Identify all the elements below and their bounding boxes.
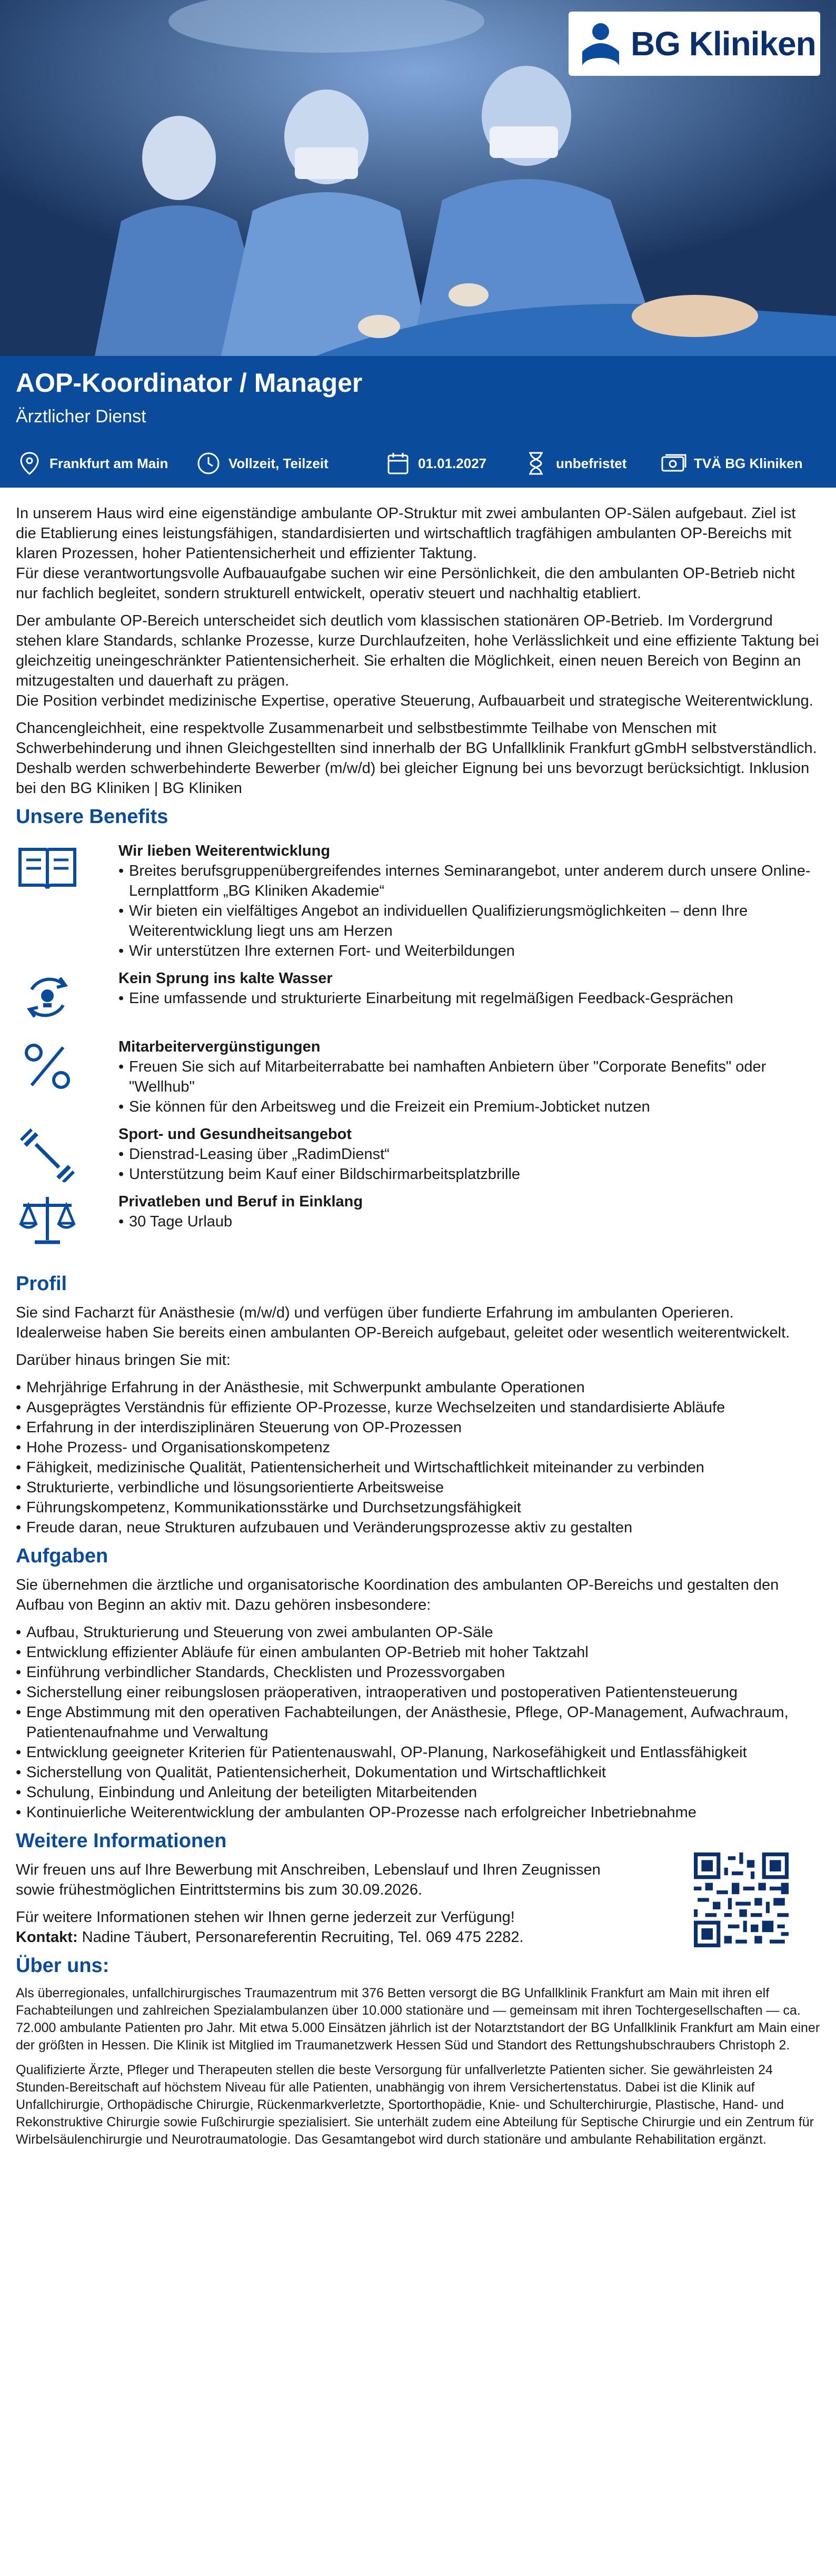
- location-pin-icon: [16, 450, 43, 477]
- scale-icon: [16, 1192, 118, 1250]
- list-item: • Aufbau, Strukturierung und Steuerung von zwei ambulanten OP-Säle: [16, 1622, 820, 1642]
- intro-paragraph: Für diese verantwortungsvolle Aufbauaufgabe suchen wir eine Persönlichkeit, die den ambulanten OP-Betrieb nicht nur fachlich begleitet, sondern strukturell entwickelt, operativ steuert und nachhaltig etabliert.: [16, 565, 795, 602]
- percent-icon: [16, 1037, 118, 1117]
- weitere-paragraph: Für weitere Informationen stehen wir Ihnen gerne jederzeit zur Verfügung!: [16, 1909, 515, 1926]
- fact-start-date: 01.01.2027: [384, 450, 522, 477]
- profil-lead: Darüber hinaus bringen Sie mit:: [16, 1352, 231, 1369]
- title-bar: [0, 356, 836, 488]
- benefit-bullet: • Freuen Sie sich auf Mitarbeiterrabatte bei namhaften Anbietern über "Corporate Benefits" oder "Wellhub": [118, 1057, 820, 1097]
- fact-location: Frankfurt am Main: [16, 450, 195, 477]
- benefit-item: [16, 968, 820, 1026]
- benefit-title: Sport- und Gesundheitsangebot: [118, 1126, 352, 1143]
- profil-heading: Profil: [16, 1273, 67, 1295]
- logo-figure-icon: [578, 21, 623, 66]
- weitere-heading: Weitere Informationen: [16, 1830, 227, 1852]
- list-item: • Einführung verbindlicher Standards, Checklisten und Prozessvorgaben: [16, 1662, 820, 1682]
- list-item: • Führungskompetenz, Kommunikationsstärke und Durchsetzungsfähigkeit: [16, 1498, 820, 1518]
- clock-icon: [195, 450, 222, 477]
- intro-paragraph: In unserem Haus wird eine eigenständige ambulante OP-Struktur mit zwei ambulanten OP-Sälen aufgebaut. Ziel ist die Etablierung eines leistungsfähigen, standardisierten und wirtschaftlich tragfähigen ambulanten OP-Bereichs mit klaren Prozessen, hoher Patientensicherheit und effizienter Taktung.: [16, 505, 796, 562]
- intro-paragraph: Der ambulante OP-Bereich unterscheidet sich deutlich vom klassischen stationären OP-Betrieb. Im Vordergrund stehen klare Standards, schlanke Prozesse, kurze Durchlaufzeiten, hohe Verlässlichkeit und eine effiziente Taktung bei gleichzeitig uneingeschränkter Patientensicherheit. Sie erhalten die Möglichkeit, einen neuen Bereich von Beginn an mitzugestalten und dauerhaft zu prägen.: [16, 612, 819, 689]
- fact-worktime: Vollzeit, Teilzeit: [195, 450, 384, 477]
- list-item: • Ausgeprägtes Verständnis für effiziente OP-Prozesse, kurze Wechselzeiten und standardisierte Abläufe: [16, 1398, 820, 1418]
- money-icon: [660, 450, 688, 477]
- profil-list: [16, 1378, 820, 1538]
- content: [0, 488, 836, 2148]
- benefit-bullet: • Wir unterstützen Ihre externen Fort- und Weiterbildungen: [118, 941, 820, 961]
- hero-image: [0, 0, 836, 356]
- list-item: • Enge Abstimmung mit den operativen Fachabteilungen, der Anästhesie, Pflege, OP-Management, Aufwachraum, Patientenaufnahme und Verwaltung: [16, 1702, 820, 1742]
- benefit-item: [16, 1124, 820, 1184]
- aufgaben-intro: Sie übernehmen die ärztliche und organisatorische Koordination des ambulanten OP-Bereichs und gestalten den Aufbau von Beginn an aktiv mit. Dazu gehören insbesondere:: [16, 1577, 779, 1613]
- benefit-title: Privatleben und Beruf in Einklang: [118, 1193, 363, 1210]
- calendar-icon: [384, 450, 412, 477]
- list-item: • Strukturierte, verbindliche und lösungsorientierte Arbeitsweise: [16, 1478, 820, 1498]
- benefit-bullet: • Breites berufsgruppenübergreifendes internes Seminarangebot, unter anderem durch unsere Online-Lernplattform „BG Kliniken Akademie“: [118, 861, 820, 901]
- aufgaben-list: [16, 1622, 820, 1822]
- list-item: • Schulung, Einbindung und Anleitung der beteiligten Mitarbeitenden: [16, 1782, 820, 1802]
- benefit-bullet: • Sie können für den Arbeitsweg und die Freizeit ein Premium-Jobticket nutzen: [118, 1097, 820, 1117]
- contact-label: Kontakt:: [16, 1929, 78, 1946]
- weitere-paragraph: Wir freuen uns auf Ihre Bewerbung mit Anschreiben, Lebenslauf und Ihren Zeugnissen sowie frühestmöglichen Eintrittstermins bis zum 30.09.2026.: [16, 1861, 601, 1898]
- benefit-bullet: • Wir bieten ein vielfältiges Angebot an individuellen Qualifizierungsmöglichkeiten – denn Ihre Weiterentwicklung liegt uns am Herzen: [118, 901, 820, 941]
- profil-intro: Sie sind Facharzt für Anästhesie (m/w/d) und verfügen über fundierte Erfahrung im ambulanten Operieren. Idealerweise haben Sie bereits einen ambulanten OP-Bereich aufgebaut, geleitet oder wesentlich weiterentwickelt.: [16, 1304, 790, 1341]
- fact-duration: unbefristet: [522, 450, 660, 477]
- benefit-title: Kein Sprung ins kalte Wasser: [118, 970, 333, 987]
- benefit-item: [16, 1037, 820, 1117]
- list-item: • Sicherstellung von Qualität, Patientensicherheit, Dokumentation und Wirtschaftlichkeit: [16, 1762, 820, 1782]
- list-item: • Entwicklung geeigneter Kriterien für Patientenauswahl, OP-Planung, Narkosefähigkeit und Entlassfähigkeit: [16, 1742, 820, 1762]
- intro-paragraph: Die Position verbindet medizinische Expertise, operative Steuerung, Aufbauarbeit und strategische Weiterentwicklung.: [16, 692, 813, 709]
- ueber-heading: Über uns:: [16, 1955, 110, 1977]
- benefit-title: Mitarbeitervergünstigungen: [118, 1038, 321, 1055]
- benefit-item: [16, 841, 820, 961]
- logo-text: BG Kliniken: [631, 25, 816, 63]
- benefit-title: Wir lieben Weiterentwicklung: [118, 843, 331, 859]
- ueber-paragraph: Qualifizierte Ärzte, Pfleger und Therapeuten stellen die beste Versorgung für unfallverletzte Patienten sicher. Sie gewährleisten 24 Stunden-Bereitschaft auf höchstem Niveau für alle Patienten, unabhängig von ihrem Versichertenstatus. Dabei ist die Klinik auf Unfallchirurgie, Orthopädische Chirurgie, Rückenmarkverletzte, Sportorthopädie, Knie- und Schulterchirurgie, Plastische, Hand- und Rekonstruktive Chirurgie sowie Fußchirurgie spezialisiert. Sie unterhält zudem eine Abteilung für Septische Chirurgie und ein Zentrum für Wirbelsäulenchirurgie und Neurotraumatologie. Das Gesamtangebot wird durch stationäre und ambulante Rehabilitation ergänzt.: [16, 2063, 814, 2147]
- benefit-bullet: • Unterstützung beim Kauf einer Bildschirmarbeitsplatzbrille: [118, 1164, 820, 1184]
- benefit-bullet: • Dienstrad-Leasing über „RadimDienst“: [118, 1144, 820, 1164]
- contact-text: Nadine Täubert, Personareferentin Recruiting, Tel. 069 475 2282.: [77, 1929, 524, 1946]
- job-subtitle: Ärztlicher Dienst: [16, 407, 146, 427]
- contact-line: [16, 1927, 631, 1947]
- hourglass-icon: [522, 450, 550, 477]
- list-item: • Kontinuierliche Weiterentwicklung der ambulanten OP-Prozesse nach erfolgreicher Inbetriebnahme: [16, 1802, 820, 1822]
- benefit-bullet: • Eine umfassende und strukturierte Einarbeitung mit regelmäßigen Feedback-Gesprächen: [118, 988, 820, 1008]
- job-title: AOP-Koordinator / Manager: [16, 368, 363, 398]
- aufgaben-heading: Aufgaben: [16, 1545, 108, 1567]
- list-item: • Hohe Prozess- und Organisationskompetenz: [16, 1438, 820, 1458]
- onboarding-icon: [16, 968, 118, 1026]
- list-item: • Entwicklung effizienter Abläufe für einen ambulanten OP-Betrieb mit hoher Taktzahl: [16, 1642, 820, 1662]
- dumbbell-icon: [16, 1124, 118, 1184]
- list-item: • Mehrjährige Erfahrung in der Anästhesie, mit Schwerpunkt ambulante Operationen: [16, 1378, 820, 1398]
- list-item: • Sicherstellung einer reibungslosen präoperativen, intraoperativen und postoperativen Patientensteuerung: [16, 1682, 820, 1702]
- intro-section: [16, 503, 820, 798]
- list-item: • Erfahrung in der interdisziplinären Steuerung von OP-Prozessen: [16, 1418, 820, 1438]
- benefits-heading: Unsere Benefits: [16, 806, 168, 828]
- intro-paragraph: Chancengleichheit, eine respektvolle Zusammenarbeit und selbstbestimmte Teilhabe von Menschen mit Schwerbehinderung und ihnen Gleichgestellten sind innerhalb der BG Unfallklinik Frankfurt gGmbH selbstverständlich. Deshalb werden schwerbehinderte Bewerber (m/w/d) bei gleicher Eignung bei uns bevorzugt berücksichtigt. Inklusion bei den BG Kliniken | BG Kliniken: [16, 720, 817, 797]
- job-facts: [16, 450, 803, 477]
- ueber-paragraph: Als überregionales, unfallchirurgisches Traumazentrum mit 376 Betten versorgt die BG Unfallklinik Frankfurt am Main mit ihren elf Fachabteilungen und zahlreichen Spezialambulanzen über 10.000 stationäre und — gemeinsam mit ihren Tochtergesellschaften — ca. 72.000 ambulante Patienten pro Jahr. Mit etwa 5.000 Einsätzen jährlich ist der Notarztstandort der BG Unfallklinik Frankfurt am Main einer der größten in Hessen. Die Klinik ist Mitglied im Traumanetzwerk Hessen Süd und Standort des Rettungshubschraubers Christoph 2.: [16, 1986, 820, 2053]
- qr-code-image[interactable]: [694, 1852, 789, 1947]
- fact-tariff: TVÄ BG Kliniken: [660, 450, 803, 477]
- benefit-item: [16, 1192, 820, 1250]
- list-item: • Freude daran, neue Strukturen aufzubauen und Veränderungsprozesse aktiv zu gestalten: [16, 1518, 820, 1538]
- book-icon: [16, 841, 118, 961]
- list-item: • Fähigkeit, medizinische Qualität, Patientensicherheit und Wirtschaftlichkeit miteinander zu verbinden: [16, 1458, 820, 1478]
- bg-kliniken-logo: [569, 12, 820, 76]
- weitere-section: [16, 1860, 820, 1947]
- benefit-bullet: • 30 Tage Urlaub: [118, 1212, 820, 1232]
